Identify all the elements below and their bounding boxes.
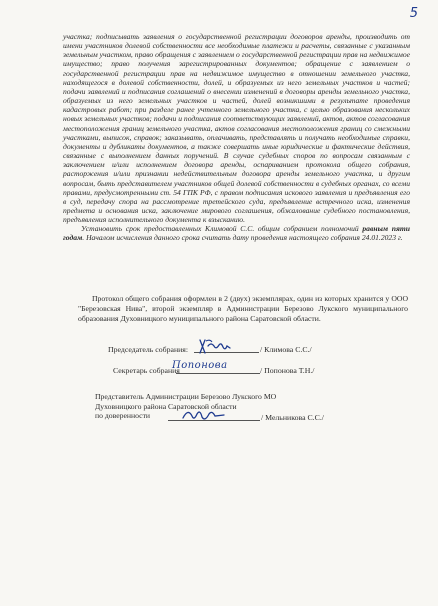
chair-signature — [196, 336, 242, 358]
copies-text: Протокол общего собрания оформлен в 2 (двух) экземплярах, один из которых хранится у ООО "Березовская Нива", второй экземпляр в Администрации Березово Лукского муниципального образования Духовницкого муниципального района Саратовской области. — [78, 294, 408, 323]
term-text-start: Установить срок предоставленных Климовой С.С. общим собранием полномочий — [81, 224, 359, 234]
term-bold-text: равным пяти годам — [63, 224, 410, 243]
secretary-label: Секретарь собрания — [113, 366, 180, 375]
chair-label: Председатель собрания: — [108, 345, 189, 354]
rep-line-2: Духовницкого района Саратовской области — [95, 401, 237, 411]
term-paragraph — [63, 224, 410, 242]
secretary-signature: Попонова — [172, 360, 228, 371]
page-number: 5 — [409, 6, 418, 21]
rep-line-1: Представитель Администрации Березово Лукского МО — [95, 392, 277, 401]
secretary-signature-line — [176, 373, 260, 374]
secretary-name: / Попонова Т.Н./ — [260, 366, 315, 375]
chair-name: / Климова С.С./ — [260, 345, 312, 354]
term-text-end: . Началом исчисления данного срока считать дату проведения настоящего собрания 24.01.2023 г. — [82, 233, 403, 243]
rep-signature — [180, 406, 230, 424]
rep-line-3: по доверенности — [95, 411, 151, 421]
rep-name: / Мельникова С.С./ — [261, 413, 324, 422]
copies-paragraph — [78, 294, 408, 324]
protocol-body-text — [63, 32, 410, 243]
powers-paragraph: участка; подписывать заявления о государственной регистрации договоров аренды, производить от имени участников долевой собственности все необходимые платежи и расчеты, связанные с указанным земельным участком, право обращения с заявлением о государственной регистрации прав на недвижимое имущество; право получения зарегистрированных документов; обращение с заявлением о государственной регистрации прав на недвижимое имущество в отношении земельного участка, находящегося в долевой собственности, долей, и образуемых из него земельных участков и частей; подачи заявлений и подписания соглашений о внесении изменений в договоры аренды земельного участка, образуемых из него земельных участков и частей, долей возникшими в результате проведения кадастровых работ; при разделе ранее учтенного земельного участка, с целью образования нескольких новых земельных участков; подачи и подписания соответствующих заявлений, актов, актов согласования местоположения границ земельного участка, актов согласования местоположения границ со смежными участками, выписок, справок; заказывать, оплачивать, представлять и получать необходимые справки, документы и дубликаты документов, а также совершать иные юридические и фактические действия, связанные с выполнением данных поручений. В случае судебных споров по вопросам связанным с заключением и/или исполнением договора аренды, оспариванием протокола общего собрания, расторжения и/или признании недействительным договора аренды земельного участка, и другим вопросам, быть представителем участников общей долевой собственности в судебных органах, со всеми правами, предусмотренными ст. 54 ГПК РФ, с правом подписания искового заявления и предъявления его в суд, передачу спора на рассмотрение третейского суда, предъявление встречного иска, изменения предмета и основания иска, заключение мирового соглашения, обжалование судебного постановления, предъявления исполнительного документа к взысканию. — [63, 32, 410, 225]
